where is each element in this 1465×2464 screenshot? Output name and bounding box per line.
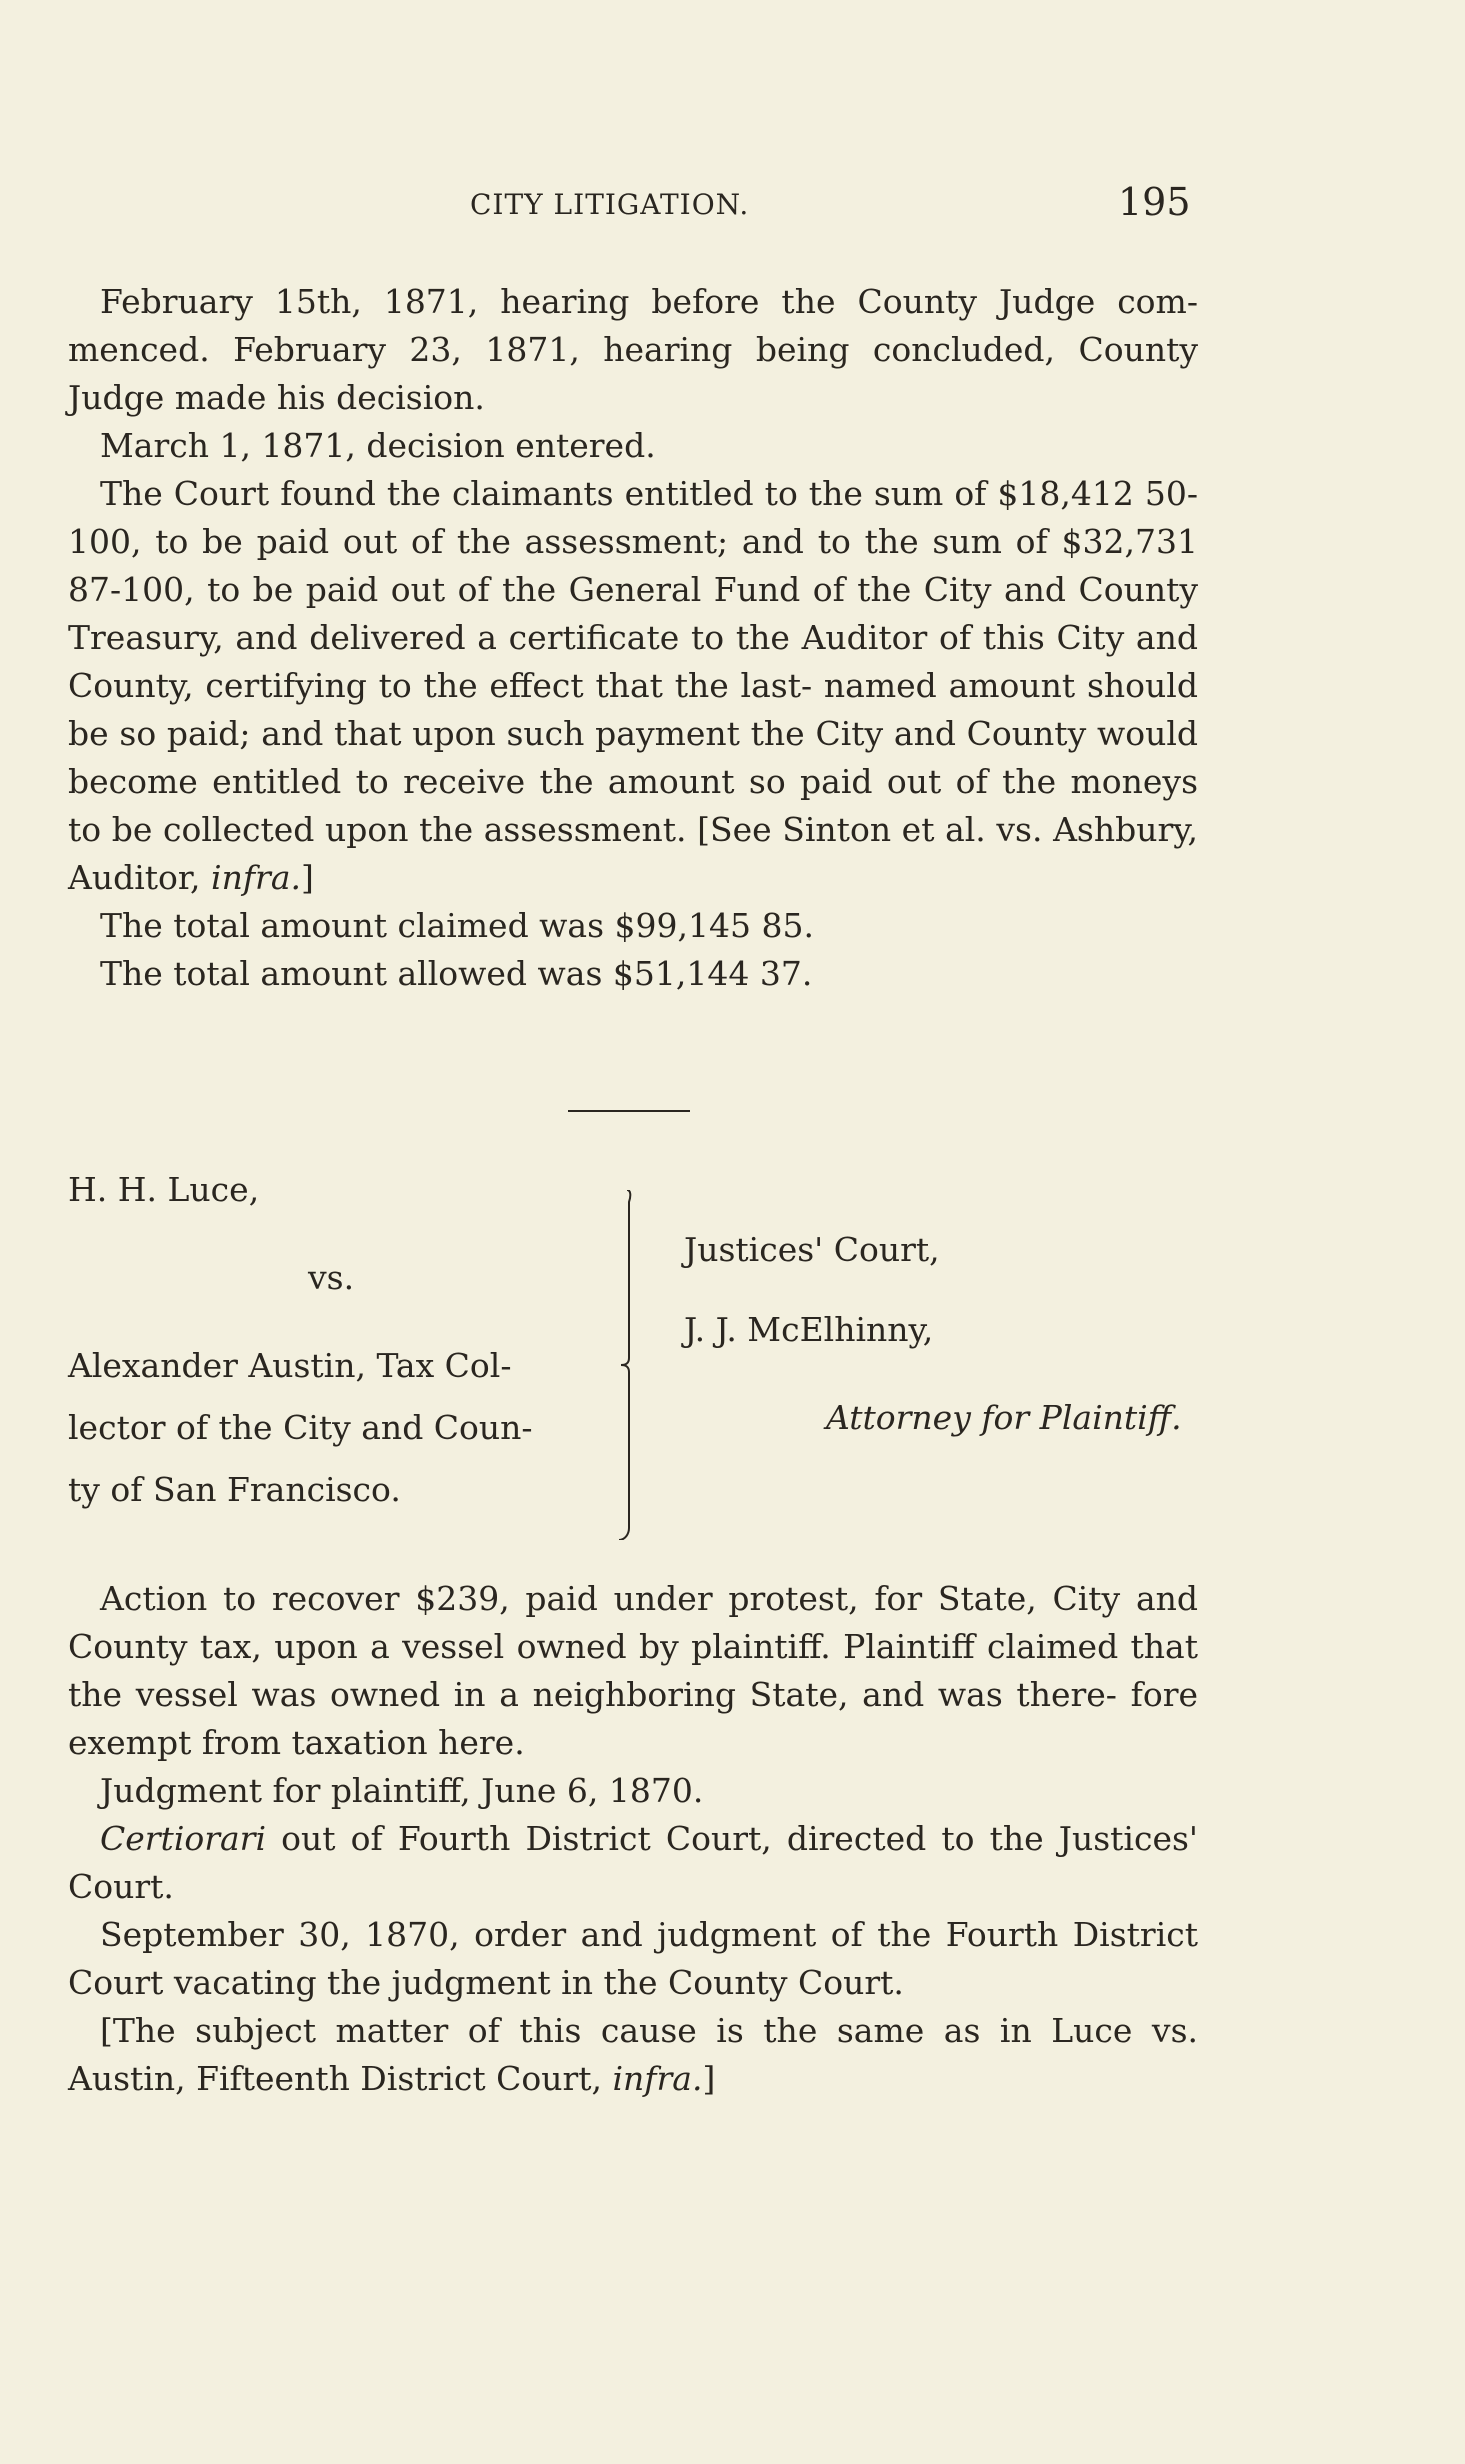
certiorari-italic: Certiorari bbox=[100, 1819, 267, 1858]
total-allowed: The total amount allowed was $51,144 37. bbox=[100, 954, 813, 993]
see-note-prefix: [See Sinton et al. vs. Ashbury, Auditor, bbox=[68, 810, 1198, 897]
action-paragraph: Action to recover $239, paid under protest, for State, City and County tax, upon a vessel owned by plaintiff. Plaintiff claimed that the vessel was owned in a neighboring State, and was there- fore exempt from taxation here. bbox=[68, 1579, 1198, 1762]
bottom-section bbox=[68, 1575, 1198, 2103]
total-claimed: The total amount claimed was $99,145 85. bbox=[100, 906, 814, 945]
see-note-infra: infra. bbox=[211, 858, 301, 897]
decision-entered-paragraph: March 1, 1871, decision entered. bbox=[100, 426, 656, 465]
subject-matter-suffix: ] bbox=[702, 2059, 716, 2098]
plaintiff-name: H. H. Luce, bbox=[68, 1170, 260, 1209]
versus-label: vs. bbox=[308, 1258, 355, 1297]
certiorari-paragraph bbox=[68, 1815, 1198, 1911]
defendant-line-2: lector of the City and Coun- bbox=[68, 1408, 533, 1447]
hearing-paragraph: February 15th, 1871, hearing before the County Judge com- menced. February 23, 1871, hearing being concluded, County Judge made his decision. bbox=[68, 282, 1198, 417]
court-name: Justices' Court, bbox=[684, 1230, 940, 1269]
see-note-suffix: ] bbox=[301, 858, 314, 897]
defendant-line-1: Alexander Austin, Tax Col- bbox=[68, 1346, 512, 1385]
section-divider bbox=[568, 1110, 690, 1112]
judgment-paragraph: Judgment for plaintiff, June 6, 1870. bbox=[100, 1771, 704, 1810]
page-number: 195 bbox=[1118, 180, 1191, 224]
case-caption bbox=[68, 1170, 1218, 1550]
top-section bbox=[68, 278, 1198, 998]
subject-matter-prefix: [The subject matter of this cause is the same as in Luce vs. Austin, Fifteenth District Court, bbox=[68, 2011, 1198, 2098]
caption-brace bbox=[615, 1190, 639, 1540]
page-header bbox=[0, 180, 1465, 230]
running-head: CITY LITIGATION. bbox=[470, 188, 750, 221]
attorney-name: J. J. McElhinny, bbox=[684, 1310, 934, 1349]
court-finding-paragraph bbox=[68, 470, 1198, 902]
attorney-role: Attorney for Plaintiff. bbox=[826, 1398, 1182, 1437]
defendant-line-3: ty of San Francisco. bbox=[68, 1470, 401, 1509]
september-paragraph: September 30, 1870, order and judgment of the Fourth District Court vacating the judgment in the County Court. bbox=[68, 1915, 1198, 2002]
subject-matter-paragraph bbox=[68, 2007, 1198, 2103]
court-finding-text: The Court found the claimants entitled to the sum of $18,412 50-100, to be paid out of the assessment; and to the sum of $32,731 87-100, to be paid out of the General Fund of the City and County Treasury, and delivered a certificate to the Auditor of this City and County, certifying to the effect that the last- named amount should be so paid; and that upon such payment the City and County would become entitled to receive the amount so paid out of the moneys to be collected upon the assessment. bbox=[68, 474, 1198, 849]
certiorari-text: out of Fourth District Court, directed to the Justices' Court. bbox=[68, 1819, 1198, 1906]
subject-matter-infra: infra. bbox=[612, 2059, 703, 2098]
